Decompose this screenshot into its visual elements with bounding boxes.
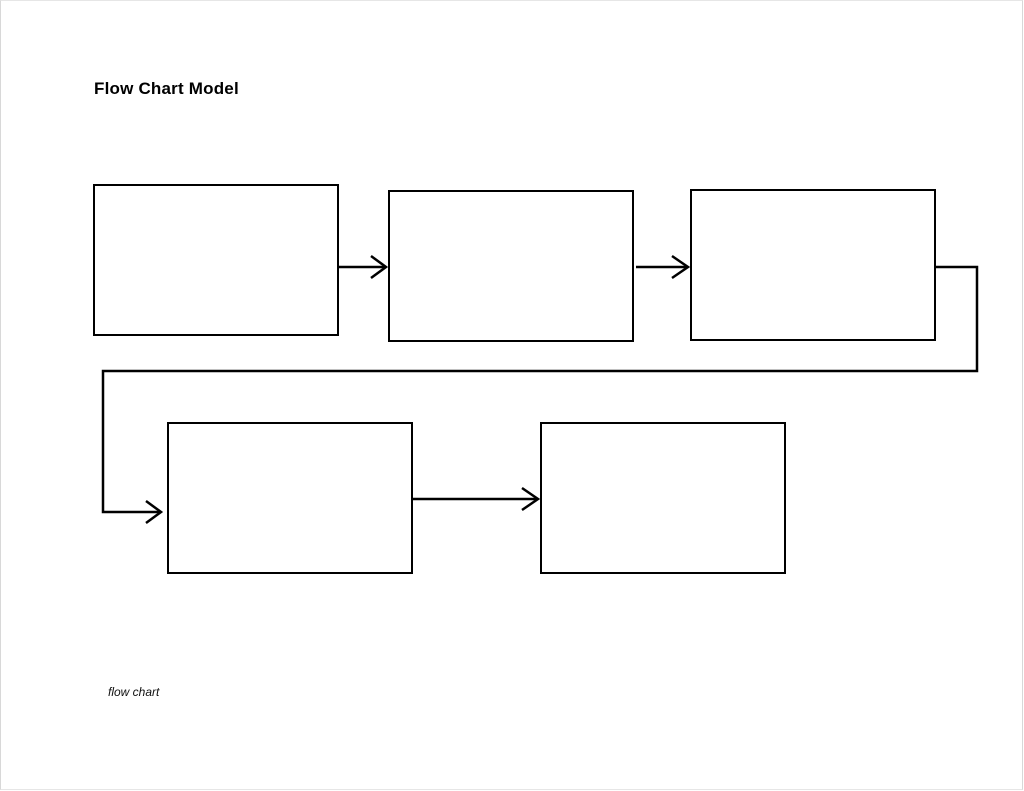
- flowchart-node-5-label: [542, 424, 784, 572]
- flowchart-node-4[interactable]: [167, 422, 413, 574]
- page-title: Flow Chart Model: [94, 79, 239, 98]
- connector-box4-box5: [413, 488, 538, 510]
- flowchart-node-5[interactable]: [540, 422, 786, 574]
- flowchart-node-1[interactable]: [93, 184, 339, 336]
- flowchart-node-2-label: [390, 192, 632, 340]
- figure-caption: flow chart: [108, 685, 160, 699]
- flowchart-node-3-label: [692, 191, 934, 339]
- flowchart-node-1-label: [95, 186, 337, 334]
- flowchart-node-3[interactable]: [690, 189, 936, 341]
- connector-box2-box3: [636, 256, 688, 278]
- flowchart-node-2[interactable]: [388, 190, 634, 342]
- connector-box1-box2: [339, 256, 386, 278]
- flowchart-node-4-label: [169, 424, 411, 572]
